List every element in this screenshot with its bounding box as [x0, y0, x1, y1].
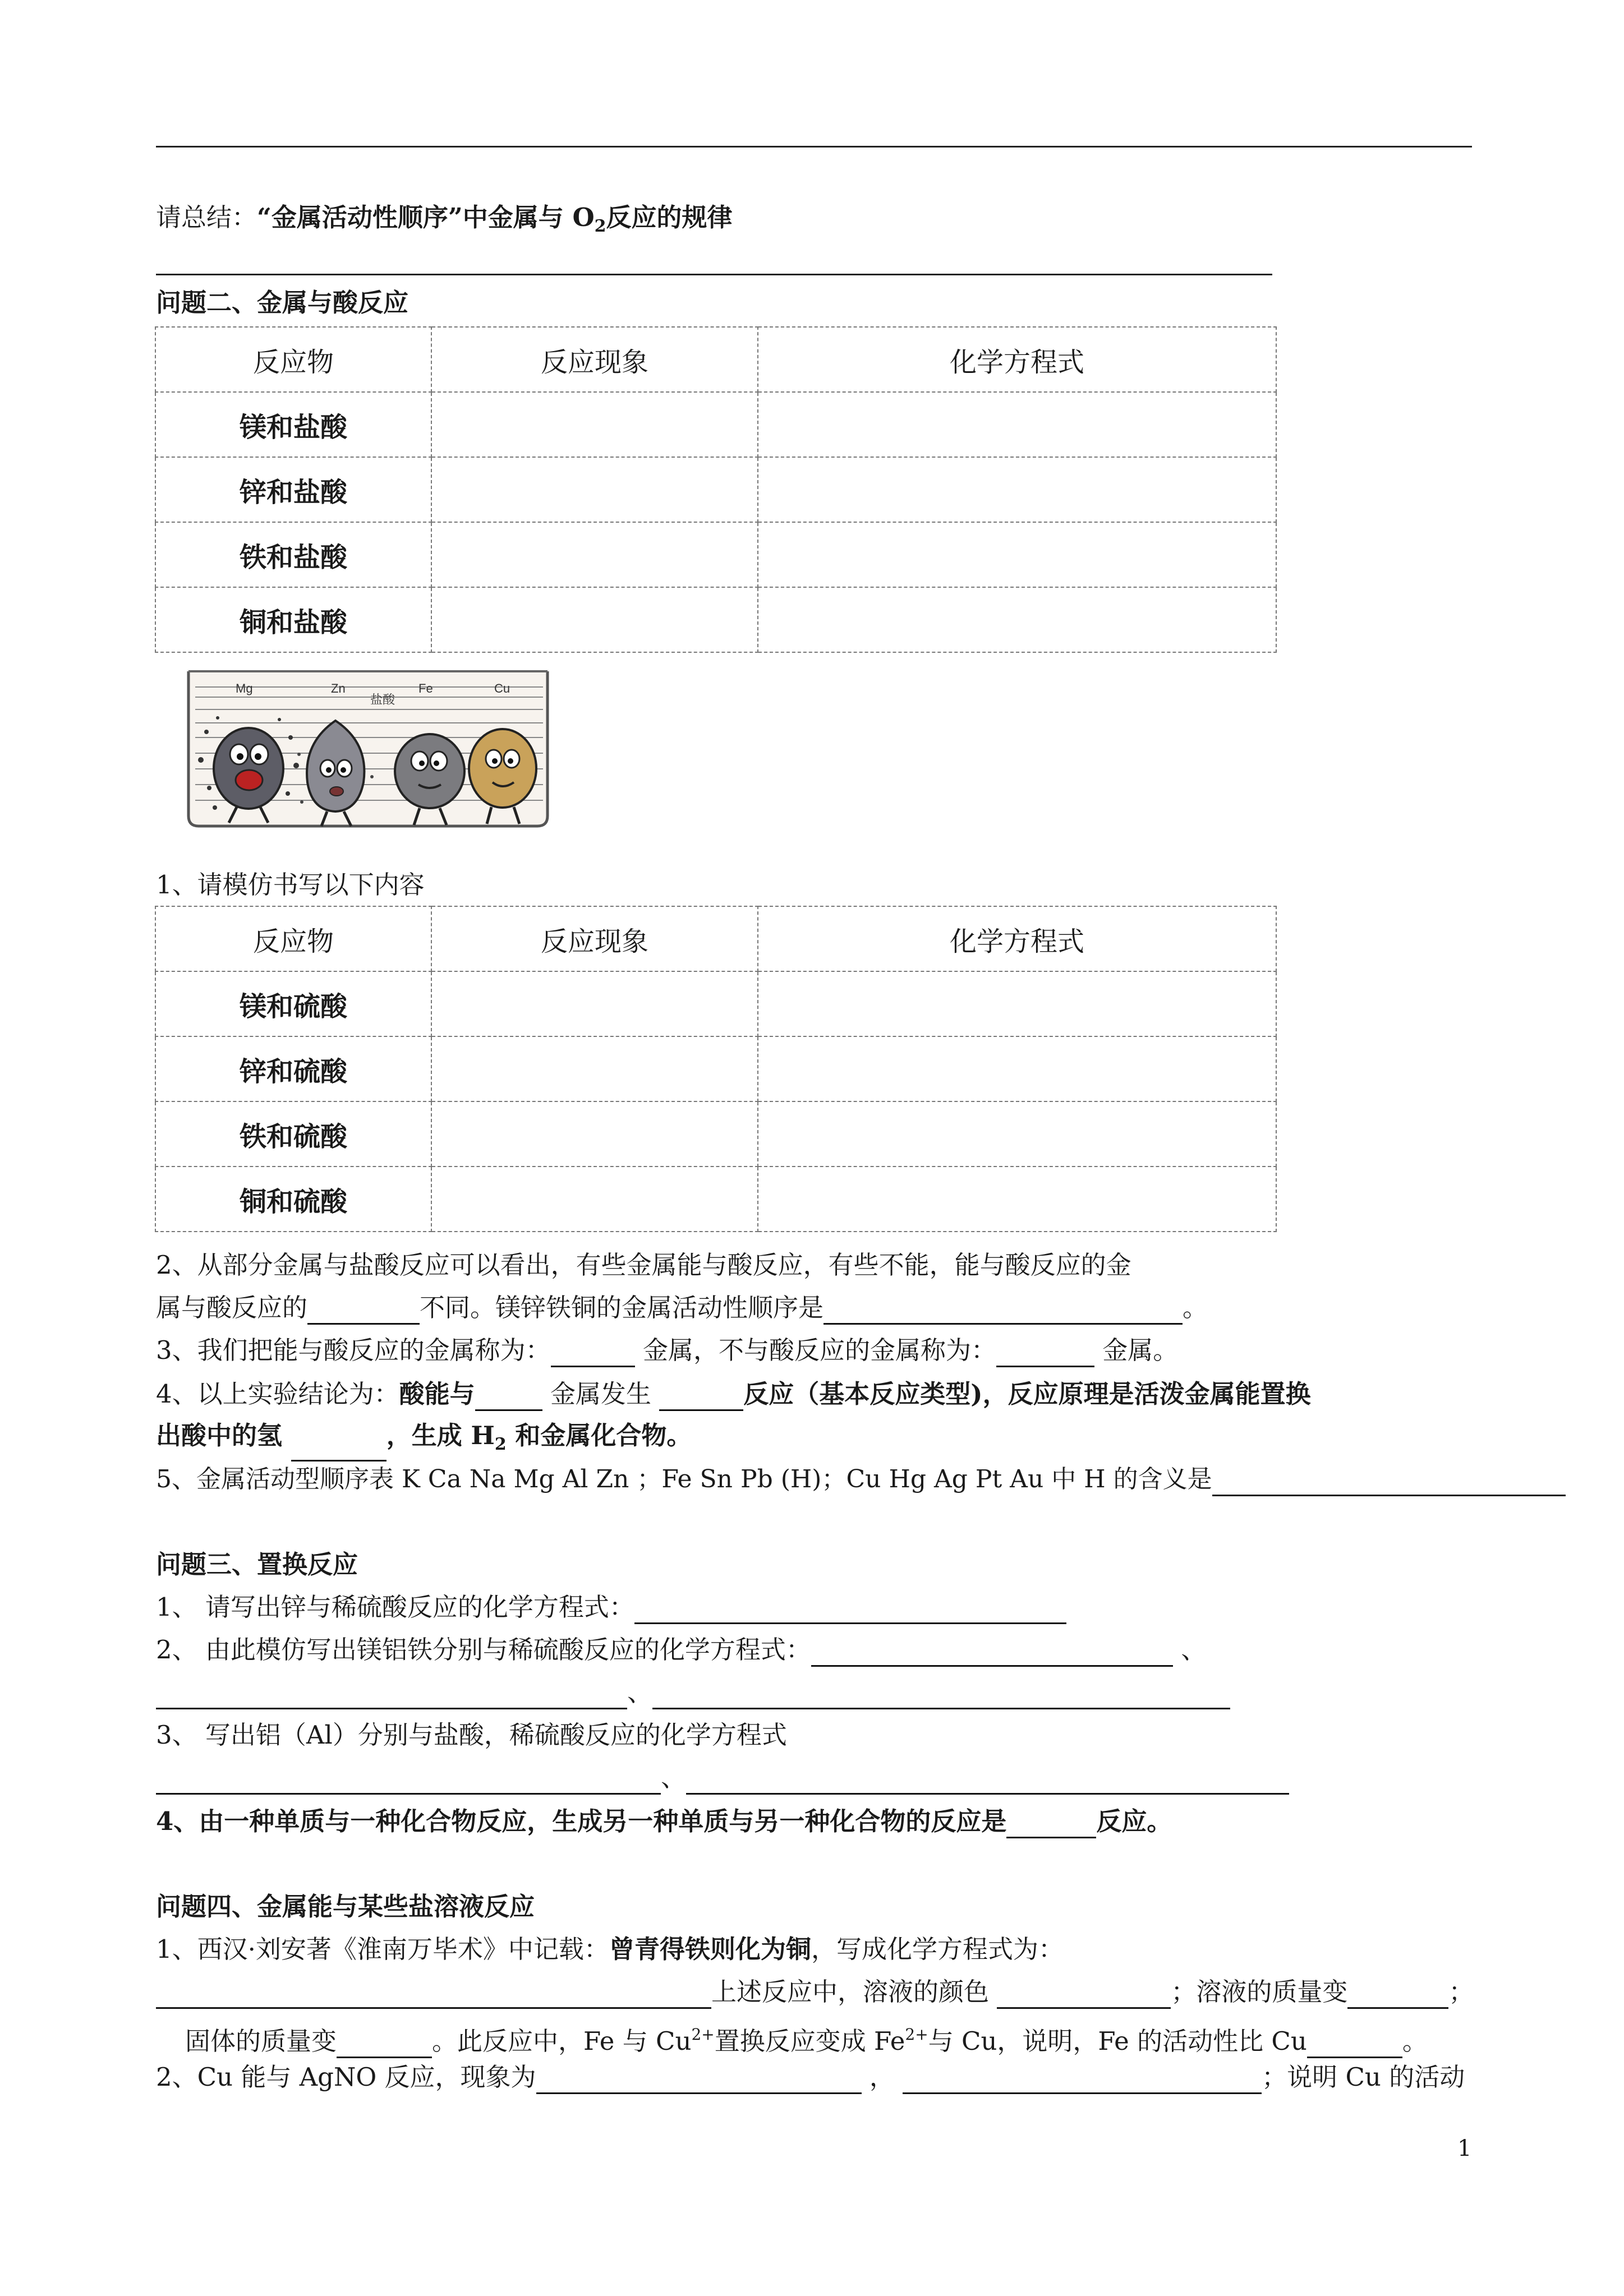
table-row-reactant: 锌和盐酸: [155, 457, 431, 522]
phenomenon-cell[interactable]: [431, 522, 758, 587]
table-header: 反应物: [155, 906, 431, 971]
section2-item3: 3、我们把能与酸反应的金属称为： 金属，不与酸反应的金属称为： 金属。: [156, 1334, 1178, 1367]
equation-cell[interactable]: [758, 1101, 1276, 1167]
equation-cell[interactable]: [758, 587, 1276, 652]
section4-item2: 2、Cu 能与 AgNO 反应，现象为 ， ；说明 Cu 的活动: [156, 2060, 1465, 2094]
equation-cell[interactable]: [758, 522, 1276, 587]
summary-prompt: 请总结：“金属活动性顺序”中金属与 $O_2$反应的规律: [156, 202, 733, 236]
table-row-reactant: 铁和硫酸: [155, 1101, 431, 1167]
equation-cell[interactable]: [758, 457, 1276, 522]
phenomenon-cell[interactable]: [431, 1101, 758, 1167]
label-acid: 盐酸: [370, 693, 395, 707]
phenomenon-cell[interactable]: [431, 1167, 758, 1232]
answer-blank[interactable]: [156, 1981, 711, 2009]
table-row-reactant: 铁和盐酸: [155, 522, 431, 587]
answer-blank[interactable]: [823, 1297, 1183, 1325]
answer-blank[interactable]: [337, 2031, 432, 2058]
section2-title: 问题二、金属与酸反应: [156, 288, 409, 317]
label-zn: Zn: [331, 681, 346, 695]
table-header: 化学方程式: [758, 327, 1276, 392]
answer-blank[interactable]: [652, 1682, 1230, 1709]
section4-item1: 1、西汉·刘安著《淮南万毕术》中记载：曾青得铁则化为铜，写成化学方程式为：: [156, 1934, 1064, 1964]
table-row-reactant: 锌和硫酸: [155, 1036, 431, 1101]
label-mg: Mg: [236, 681, 253, 695]
answer-blank[interactable]: [551, 1340, 635, 1367]
section3-item2-line2: 、: [156, 1676, 1230, 1709]
section4-item1-line2: 上述反应中，溶液的颜色 ；溶液的质量变 ；: [156, 1975, 1474, 2009]
equation-cell[interactable]: [758, 1036, 1276, 1101]
answer-blank[interactable]: [1307, 2031, 1402, 2058]
acid-table-hcl: [155, 326, 1277, 653]
table-row-reactant: 镁和硫酸: [155, 971, 431, 1036]
phenomenon-cell[interactable]: [431, 587, 758, 652]
section4-title: 问题四、金属能与某些盐溶液反应: [156, 1892, 535, 1921]
table-row-reactant: 铜和盐酸: [155, 587, 431, 652]
answer-blank[interactable]: [997, 1981, 1171, 2009]
section3-item1: 1、 请写出锌与稀硫酸反应的化学方程式：: [156, 1590, 1066, 1624]
page-number: 1: [1457, 2136, 1472, 2161]
table-header: 反应物: [155, 327, 431, 392]
top-rule: [156, 146, 1472, 147]
section2-item4: 4、以上实验结论为：酸能与 金属发生 反应（基本反应类型)，反应原理是活泼金属能置换: [156, 1377, 1311, 1411]
acid-table-h2so4: [155, 906, 1277, 1232]
answer-blank[interactable]: [291, 1434, 387, 1461]
phenomenon-cell[interactable]: [431, 971, 758, 1036]
answer-blank[interactable]: [1006, 1811, 1096, 1838]
answer-blank[interactable]: [1347, 1981, 1448, 2009]
answer-blank[interactable]: [536, 2067, 862, 2094]
table-row-reactant: 镁和盐酸: [155, 392, 431, 457]
phenomenon-cell[interactable]: [431, 1036, 758, 1101]
section3-item3: 3、 写出铝（Al）分别与盐酸，稀硫酸反应的化学方程式: [156, 1720, 787, 1750]
answer-blank[interactable]: [1212, 1469, 1566, 1496]
answer-blank[interactable]: [475, 1384, 542, 1411]
answer-blank[interactable]: [903, 2067, 1262, 2094]
equation-cell[interactable]: [758, 1167, 1276, 1232]
answer-blank[interactable]: [156, 1767, 661, 1795]
equation-cell[interactable]: [758, 971, 1276, 1036]
section2-item4-line2: 出酸中的氢 ，生成 $H_2$ 和金属化合物。: [156, 1419, 692, 1461]
answer-blank[interactable]: [307, 1297, 420, 1325]
section2-item2-line2: 属与酸反应的 不同。镁锌铁铜的金属活动性顺序是 。: [156, 1291, 1208, 1325]
table-header: 化学方程式: [758, 906, 1276, 971]
table-header: 反应现象: [431, 327, 758, 392]
section3-title: 问题三、置换反应: [156, 1550, 358, 1579]
summary-answer-line: [156, 274, 1272, 275]
phenomenon-cell[interactable]: [431, 457, 758, 522]
label-cu: Cu: [494, 681, 510, 695]
answer-blank[interactable]: [634, 1597, 1066, 1624]
section4-item1-line3: 固体的质量变 。此反应中，Fe 与 $Cu^{2+}$置换反应变成 $Fe^{2+}$与 Cu，说明，Fe 的活动性比 Cu 。: [185, 2018, 1428, 2058]
table-row-reactant: 铜和硫酸: [155, 1167, 431, 1232]
section2-item1: 1、请模仿书写以下内容: [156, 870, 425, 900]
label-fe: Fe: [418, 681, 433, 695]
answer-blank[interactable]: [996, 1340, 1094, 1367]
section3-item3-line2: 、: [156, 1761, 1289, 1795]
answer-blank[interactable]: [811, 1639, 1173, 1667]
section2-item5: 5、金属活动型顺序表 K Ca Na Mg Al Zn ；Fe Sn Pb (H)；Cu Hg Ag Pt Au 中 H 的含义是: [156, 1463, 1566, 1496]
table-header: 反应现象: [431, 906, 758, 971]
section2-item2-line1: 2、从部分金属与盐酸反应可以看出，有些金属能与酸反应，有些不能，能与酸反应的金: [156, 1250, 1131, 1280]
section3-item2: 2、 由此模仿写出镁铝铁分别与稀硫酸反应的化学方程式： 、: [156, 1633, 1206, 1667]
answer-blank[interactable]: [156, 1682, 627, 1709]
answer-blank[interactable]: [686, 1767, 1289, 1795]
equation-cell[interactable]: [758, 392, 1276, 457]
metals-in-acid-illustration: [184, 665, 554, 833]
answer-blank[interactable]: [659, 1384, 743, 1411]
section3-item4: 4、由一种单质与一种化合物反应，生成另一种单质与另一种化合物的反应是 反应。: [156, 1805, 1172, 1838]
phenomenon-cell[interactable]: [431, 392, 758, 457]
